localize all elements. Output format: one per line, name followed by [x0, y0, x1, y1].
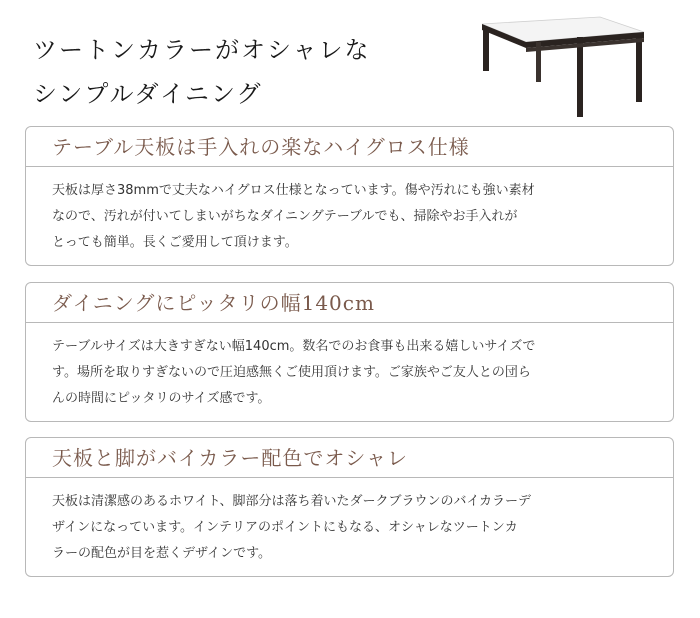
feature-card-1	[25, 126, 674, 266]
card-body-line: ラーの配色が目を惹くデザインです。	[52, 546, 272, 561]
feature-card-3	[25, 437, 674, 577]
dining-table-image	[478, 12, 648, 120]
headline-line-2: シンプルダイニング	[33, 80, 263, 108]
card-body-line: ザインになっています。インテリアのポイントにもなる、オシャレなツートンカ	[52, 520, 518, 535]
headline-line-1: ツートンカラーがオシャレな	[33, 36, 371, 64]
card-body-line: んの時間にピッタリのサイズ感です。	[52, 391, 271, 406]
card-body-line: す。場所を取りすぎないので圧迫感無くご使用頂けます。ご家族やご友人との団ら	[52, 365, 531, 380]
card-body-line: なので、汚れが付いてしまいがちなダイニングテーブルでも、掃除やお手入れが	[52, 209, 518, 224]
card-title: ダイニングにピッタリの幅140cm	[26, 283, 673, 323]
card-body-line: とっても簡単。長くご愛用して頂けます。	[52, 235, 298, 250]
card-title: テーブル天板は手入れの楽なハイグロス仕様	[26, 127, 673, 167]
card-body	[26, 323, 673, 412]
page-headline	[33, 28, 371, 116]
card-body	[26, 167, 673, 256]
feature-card-2	[25, 282, 674, 422]
card-title: 天板と脚がバイカラー配色でオシャレ	[26, 438, 673, 478]
card-body-line: テーブルサイズは大きすぎない幅140cm。数名でのお食事も出来る嬉しいサイズで	[52, 339, 536, 354]
card-body-line: 天板は厚さ38mmで丈夫なハイグロス仕様となっています。傷や汚れにも強い素材	[52, 183, 535, 198]
card-body	[26, 478, 673, 567]
card-body-line: 天板は清潔感のあるホワイト、脚部分は落ち着いたダークブラウンのバイカラーデ	[52, 494, 532, 509]
